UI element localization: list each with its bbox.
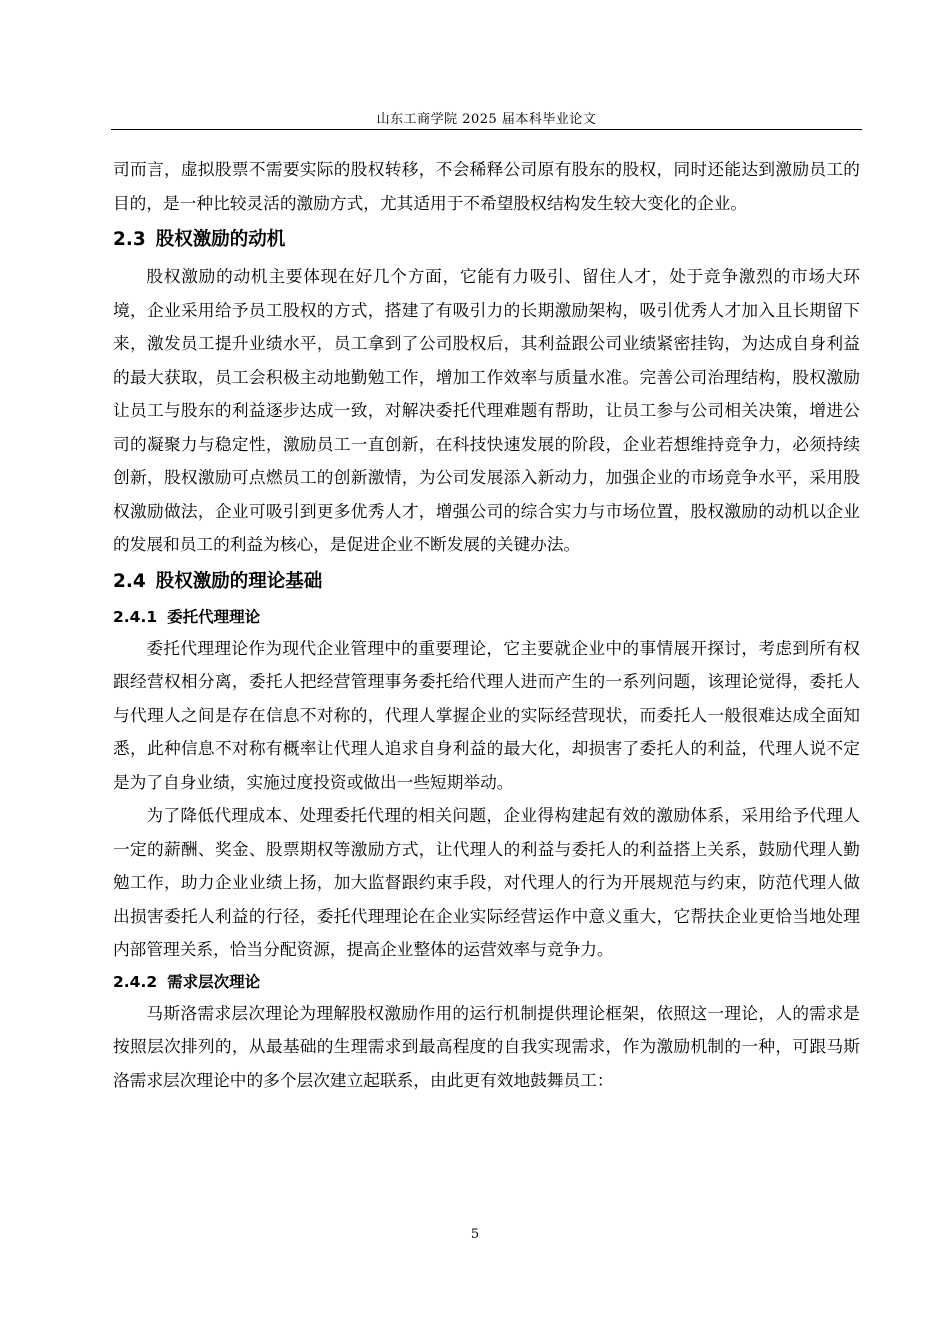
- subsection-heading-2-4-1: [113, 602, 860, 632]
- document-body: [113, 153, 860, 1097]
- paragraph-continuation: 司而言，虚拟股票不需要实际的股权转移，不会稀释公司原有股东的股权，同时还能达到激励员工的目的，是一种比较灵活的激励方式，尤其适用于不希望股权结构发生较大变化的企业。: [113, 159, 860, 213]
- subsection-number: 2.4.2: [113, 972, 158, 991]
- subsection-heading-2-4-2: [113, 967, 860, 997]
- page-number: 5: [470, 1227, 480, 1242]
- section-heading-2-4: [113, 562, 860, 602]
- section-number: 2.3: [113, 229, 146, 250]
- subsection-number: 2.4.1: [113, 607, 158, 626]
- section-heading-2-3: [113, 220, 860, 260]
- paragraph-needs-theory: 马斯洛需求层次理论为理解股权激励作用的运行机制提供理论框架，依照这一理论，人的需求是按照层次排列的，从最基础的生理需求到最高程度的自我实现需求，作为激励机制的一种，可跟马斯洛需求层次理论中的多个层次建立起联系，由此更有效地鼓舞员工：: [113, 1002, 860, 1090]
- header-rule: [111, 129, 862, 130]
- section-title: 股权激励的动机: [155, 229, 286, 250]
- subsection-title: 委托代理理论: [167, 607, 261, 626]
- paragraph-agency-theory-2: 为了降低代理成本、处理委托代理的相关问题，企业得构建起有效的激励体系，采用给予代理人一定的薪酬、奖金、股票期权等激励方式，让代理人的利益与委托人的利益搭上关系，鼓励代理人勤勉工作，助力企业业绩上扬，加大监督跟约束手段，对代理人的行为开展规范与约束，防范代理人做出损害委托人利益的行径，委托代理理论在企业实际经营运作中意义重大，它帮扶企业更恰当地处理内部管理关系，恰当分配资源，提高企业整体的运营效率与竞争力。: [113, 805, 860, 959]
- section-number: 2.4: [113, 570, 146, 592]
- paragraph-agency-theory-1: 委托代理理论作为现代企业管理中的重要理论，它主要就企业中的事情展开探讨，考虑到所有权跟经营权相分离，委托人把经营管理事务委托给代理人进而产生的一系列问题，该理论觉得，委托人与代理人之间是存在信息不对称的，代理人掌握企业的实际经营现状，而委托人一般很难达成全面知悉，此种信息不对称有概率让代理人追求自身利益的最大化，却损害了委托人的利益，代理人说不定是为了自身业绩，实施过度投资或做出一些短期举动。: [113, 637, 860, 792]
- section-title: 股权激励的理论基础: [155, 570, 323, 592]
- paragraph-motivation: 股权激励的动机主要体现在好几个方面，它能有力吸引、留住人才，处于竞争激烈的市场大环境，企业采用给予员工股权的方式，搭建了有吸引力的长期激励架构，吸引优秀人才加入且长期留下来，激发员工提升业绩水平，员工拿到了公司股权后，其利益跟公司业绩紧密挂钩，为达成自身利益的最大获取，员工会积极主动地勤勉工作，增加工作效率与质量水准。完善公司治理结构，股权激励让员工与股东的利益逐步达成一致，对解决委托代理难题有帮助，让员工参与公司相关决策，增进公司的凝聚力与稳定性，激励员工一直创新，在科技快速发展的阶段，企业若想维持竞争力，必须持续创新，股权激励可点燃员工的创新激情，为公司发展添入新动力，加强企业的市场竞争水平，采用股权激励做法，企业可吸引到更多优秀人才，增强公司的综合实力与市场位置，股权激励的动机以企业的发展和员工的利益为核心，是促进企业不断发展的关键办法。: [113, 266, 860, 554]
- running-header: 山东工商学院 2025 届本科毕业论文: [376, 112, 597, 127]
- subsection-title: 需求层次理论: [167, 972, 261, 991]
